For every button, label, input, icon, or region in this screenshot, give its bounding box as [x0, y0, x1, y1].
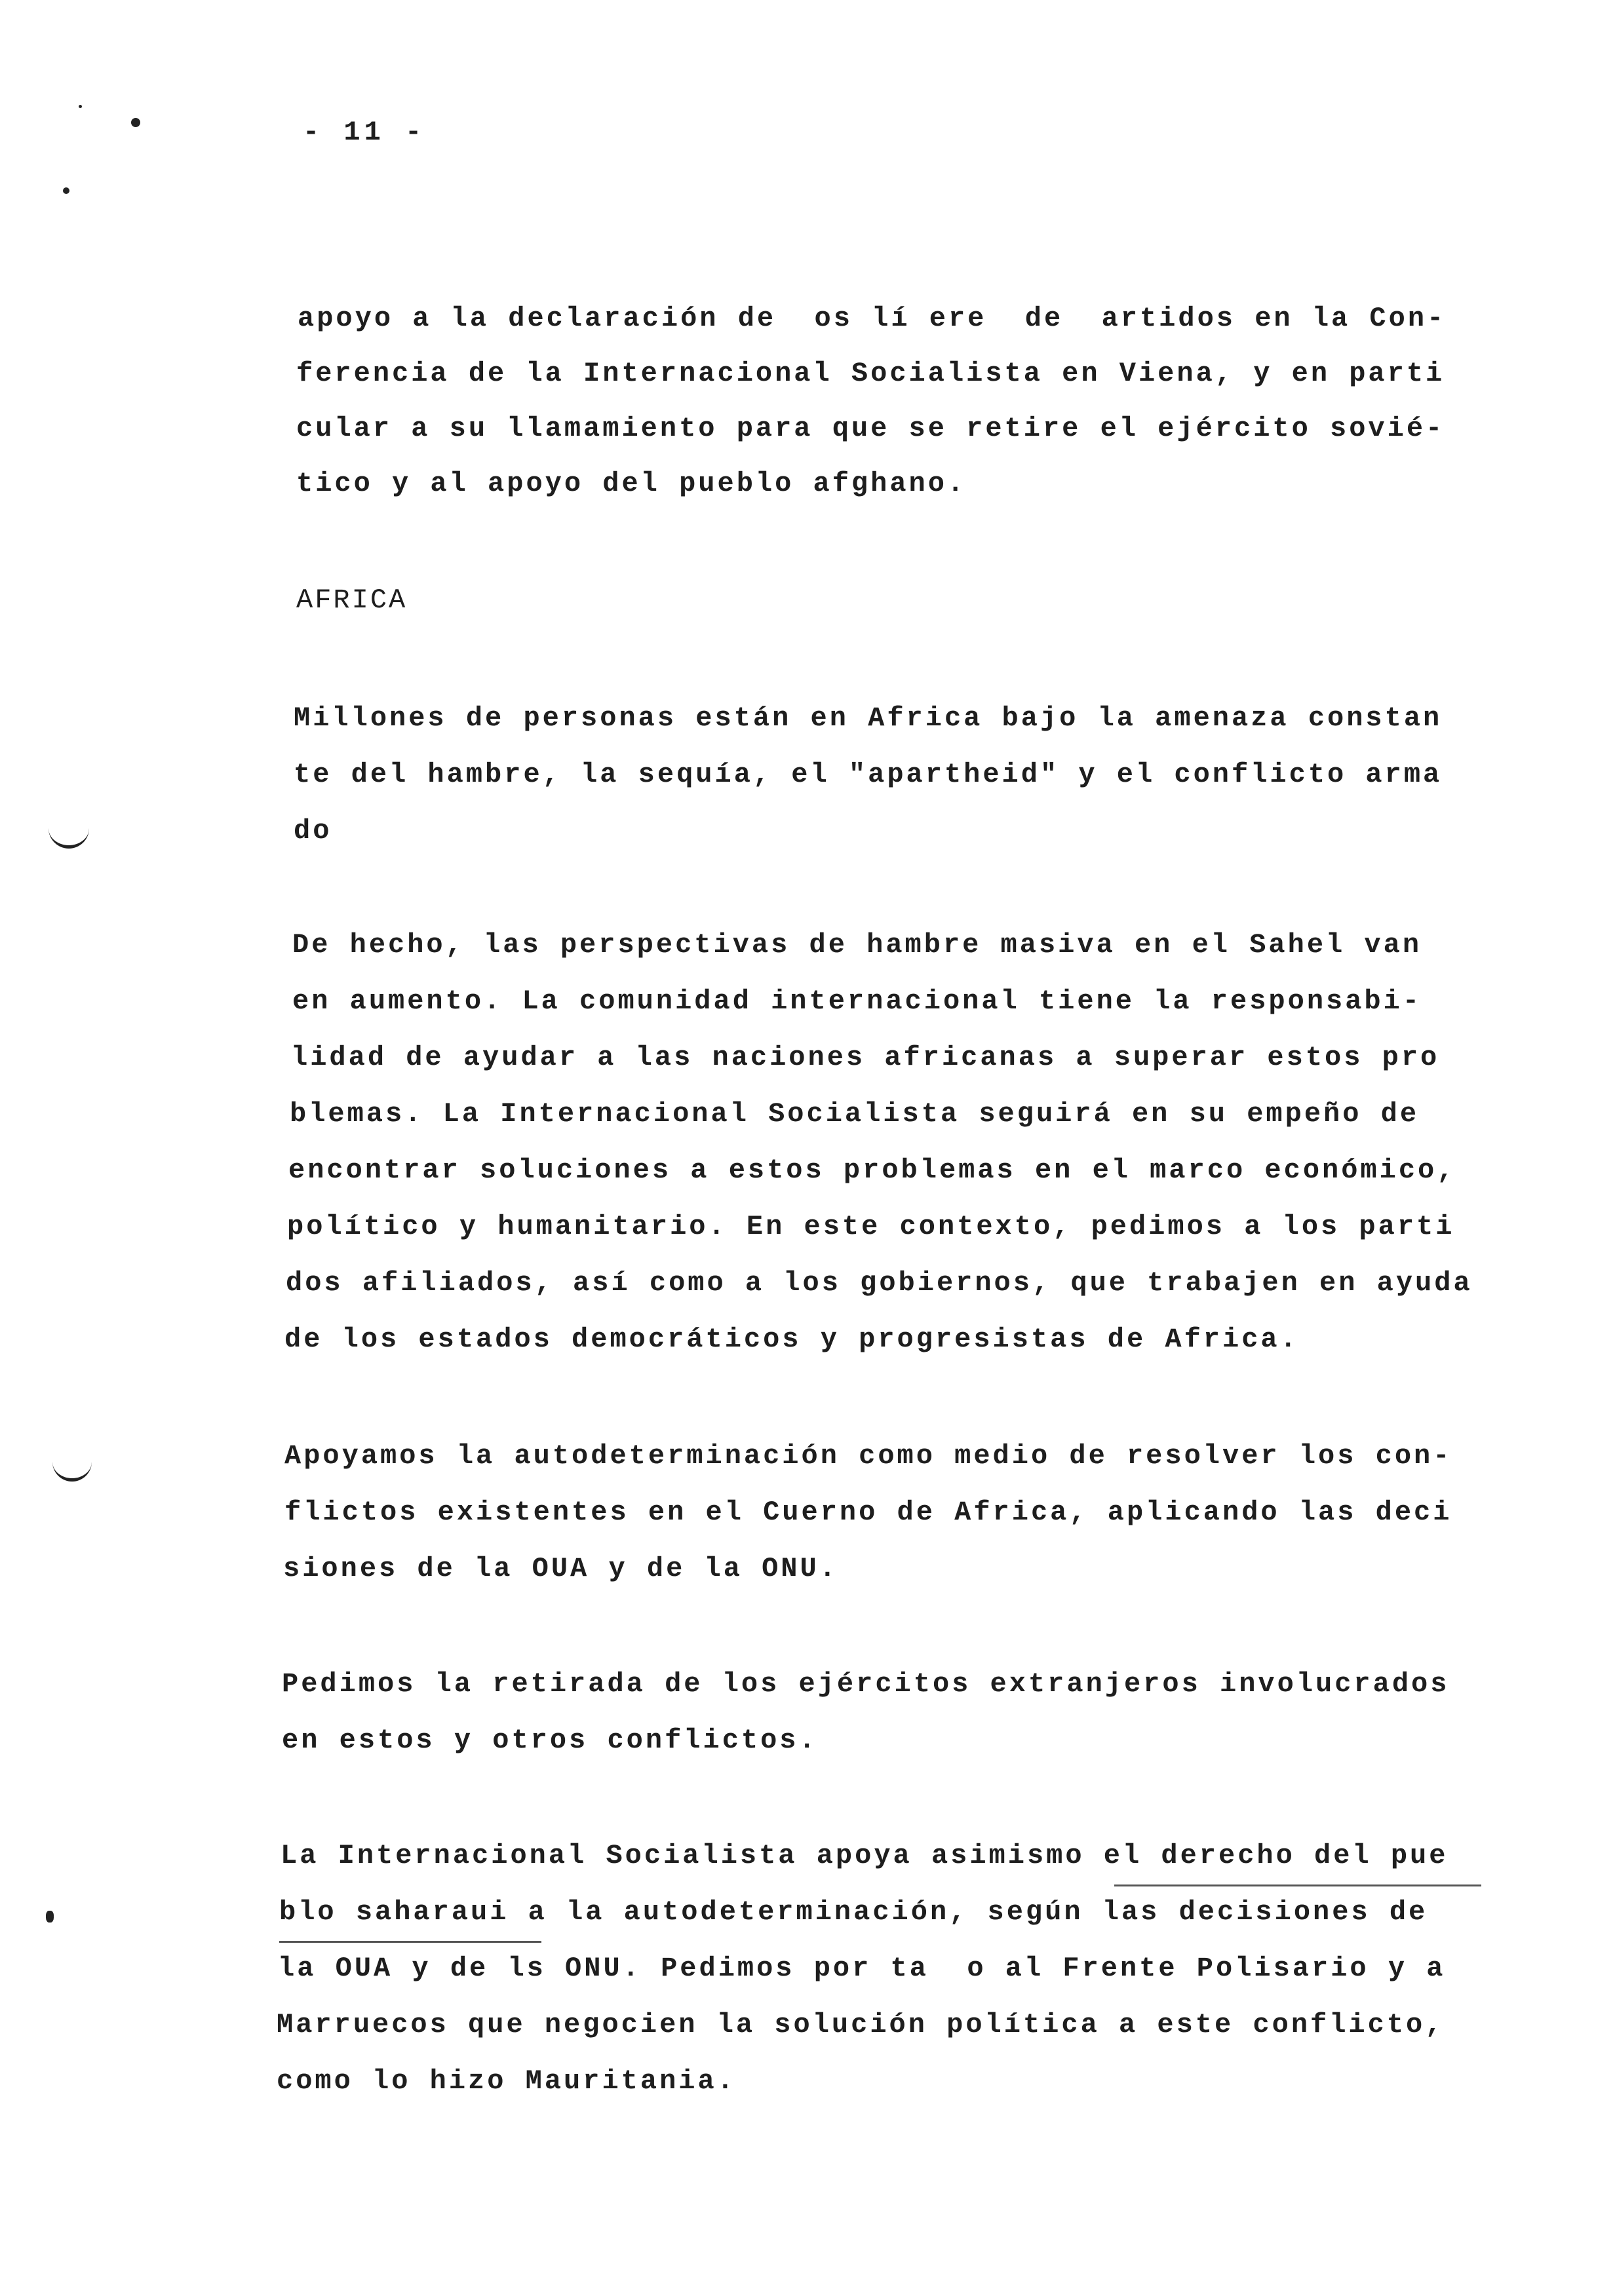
text-line: la OUA y de ls ONU. Pedimos por ta o al Frente Polisario y a	[278, 1953, 1446, 1984]
text-line: siones de la OUA y de la ONU.	[283, 1553, 838, 1584]
scan-dot	[63, 187, 69, 194]
text-line: Millones de personas están en Africa bajo la amenaza constan	[294, 702, 1443, 734]
scan-dot	[131, 118, 140, 127]
text-line: como lo hizo Mauritania.	[277, 2065, 736, 2097]
text-line: te del hambre, la sequía, el "apartheid" y el conflicto arma	[294, 759, 1443, 790]
text-line: do	[294, 815, 332, 847]
text-line: Marruecos que negocien la solución política a este conflicto,	[277, 2009, 1445, 2040]
text-line: dos afiliados, así como a los gobiernos, que trabajen en ayuda	[286, 1267, 1473, 1299]
text-line: Apoyamos la autodeterminación como medio de resolver los con-	[284, 1440, 1452, 1472]
text-line: ferencia de la Internacional Socialista en Viena, y en parti	[296, 358, 1445, 389]
text-line: blo saharaui a la autodeterminación, según las decisiones de	[279, 1896, 1428, 1928]
text-line: Pedimos la retirada de los ejércitos extranjeros involucrados	[282, 1668, 1450, 1700]
text-line: apoyo a la declaración de os lí ere de artidos en la Con-	[298, 303, 1447, 334]
text-line: encontrar soluciones a estos problemas en el marco económico,	[288, 1155, 1456, 1186]
text-line: flictos existentes en el Cuerno de Africa, aplicando las deci	[284, 1497, 1452, 1528]
text-line: De hecho, las perspectivas de hambre masiva en el Sahel van	[292, 929, 1422, 961]
text-line: en estos y otros conflictos.	[282, 1725, 818, 1756]
text-line: blemas. La Internacional Socialista seguirá en su empeño de	[290, 1098, 1420, 1130]
scan-mark	[49, 819, 89, 849]
section-heading: AFRICA	[296, 584, 408, 616]
handwritten-underline	[279, 1941, 541, 1943]
scan-dot	[79, 105, 82, 108]
text-line: tico y al apoyo del pueblo afghano.	[296, 468, 967, 499]
text-line: de los estados democráticos y progresistas de Africa.	[284, 1324, 1299, 1355]
text-line: lidad de ayudar a las naciones africanas a superar estos pro	[291, 1042, 1440, 1073]
text-line: en aumento. La comunidad internacional tiene la responsabi-	[292, 985, 1422, 1017]
handwritten-underline	[1114, 1885, 1481, 1886]
scan-mark	[52, 1456, 92, 1482]
text-line: La Internacional Socialista apoya asimismo el derecho del pue	[281, 1840, 1449, 1871]
text-line: cular a su llamamiento para que se retire el ejército sovié-	[296, 413, 1445, 444]
text-line: político y humanitario. En este contexto, pedimos a los parti	[287, 1211, 1455, 1242]
scan-dot	[46, 1911, 54, 1923]
page-number: - 11 -	[303, 117, 426, 148]
